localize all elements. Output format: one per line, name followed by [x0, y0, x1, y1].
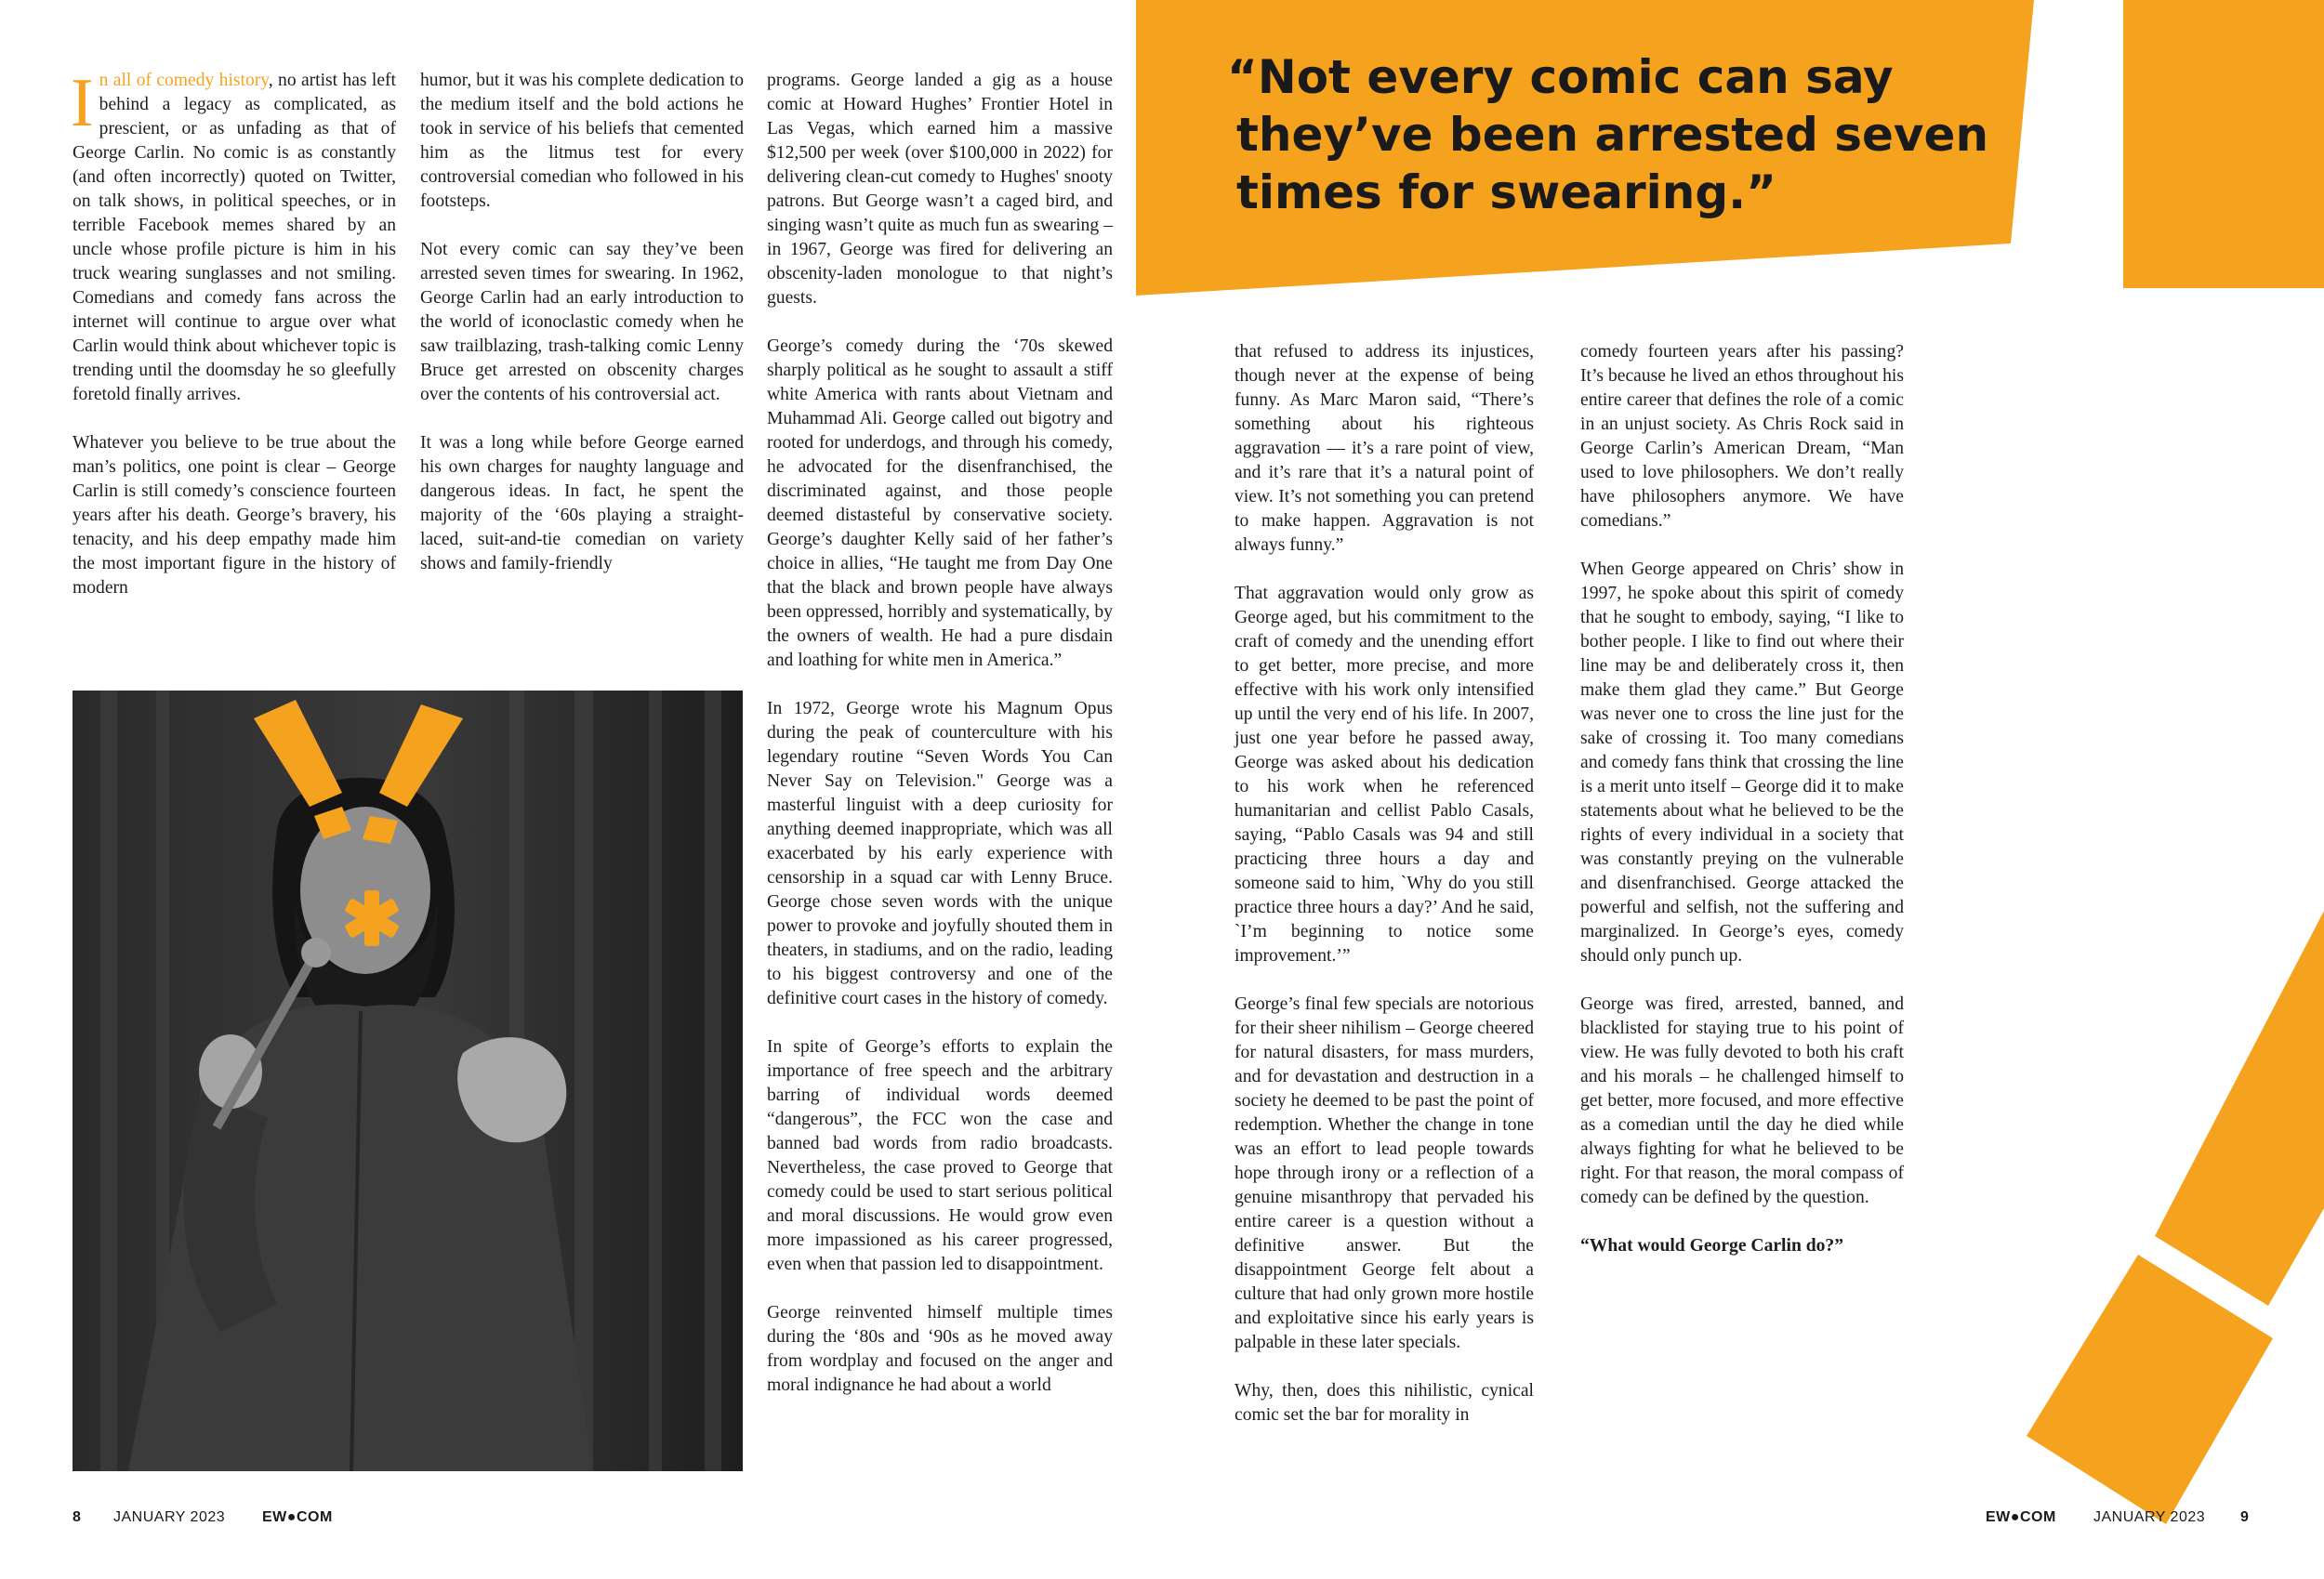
article-paragraph: that refused to address its injustices, though never at the expense of being funny. As Marc Maron said, “There’s something about his righteous aggravation — it’s a rare point of view, and it’s rare that it’s a natural point of view. It’s not something you can pretend to make happen. Aggravation is not always funny.” [1235, 342, 1534, 555]
article-paragraph: Why, then, does this nihilistic, cynical comic set the bar for morality in [1235, 1381, 1534, 1425]
closing-question: “What would George Carlin do?” [1580, 1236, 1844, 1256]
article-paragraph: Not every comic can say they’ve been arrested seven times for swearing. In 1962, George Carlin had an early introduction to the world of iconoclastic comedy when he saw trailblazing, trash-talking comic Lenny Bruce get arrested on obscenity charges over the contents of his controversial act. [420, 240, 744, 404]
pull-quote-line-1: “Not every comic can say [1227, 50, 1894, 104]
exclamation-stroke-graphic [2155, 911, 2324, 1306]
article-column-1 [71, 65, 396, 600]
page-number-right: 9 [2240, 1509, 2250, 1525]
brand-logo-left: EW●COM [262, 1509, 333, 1525]
lead-in-accent: n all of comedy history [99, 71, 269, 90]
article-paragraph: George was fired, arrested, banned, and blacklisted for staying true to his point of view. He was fully devoted to both his craft and his morals – he challenged himself to get better, more focused, and more effective as a comedian until the day he died while always fighting for what he believed to be right. For that reason, the moral compass of comedy can be defined by the question. [1580, 994, 1904, 1207]
exclamation-bar-graphic [2123, 0, 2324, 288]
article-paragraph: When George appeared on Chris’ show in 1997, he spoke about this spirit of comedy that he sought to embody, saying, “I like to bother people. I like to find out where their line may be and deliberately cross it, then make them glad they came.” But George was never one to cross the line just for the sake of crossing it. Too many comedians and comedy fans think that crossing the line is a merit unto itself – George did it to make statements about what he believed to be the rights of every individual in a society that was constantly preying on the vulnerable and disenfranchised. George attacked the powerful and selfish, not the suffering and marginalized. In George’s eyes, comedy should only punch up. [1580, 559, 1904, 966]
exclamation-dot-graphic [2027, 1255, 2273, 1524]
pull-quote-line-2: they’ve been arrested seven [1236, 108, 1989, 162]
article-paragraph: George’s comedy during the ‘70s skewed sharply political as he sought to assault a stiff white America with rants about Vietnam and Muhammad Ali. George called out bigotry and rooted for underdogs, and through his comedy, he advocated for the disenfranchised, the discriminated against, and those people deemed distasteful by conservative society. George’s daughter Kelly said of her father’s choice in allies, “He taught me from Day One that the black and brown people have always been oppressed, horribly and systematically, by the owners of wealth. He had a pure disdain and loathing for white men in America.” [767, 336, 1113, 670]
article-paragraph: George reinvented himself multiple times during the ‘80s and ‘90s as he moved away from wordplay and focused on the anger and moral indignance he had about a world [767, 1303, 1113, 1395]
article-column-5 [1580, 340, 1904, 1258]
pull-quote [1227, 48, 2027, 221]
article-paragraph: In 1972, George wrote his Magnum Opus during the peak of counterculture with his legendary routine “Seven Words You Can Never Say on Television." George was a masterful linguist with a deep curiosity for anything deemed inappropriate, which was all exacerbated by his early experience with censorship in a squad car with Lenny Bruce. George chose seven words with the unique power to provoke and joyfully shouted them in theaters, in stadiums, and on the radio, leading to his biggest controversy and one of the definitive court cases in the history of comedy. [767, 699, 1113, 1008]
article-paragraph: programs. George landed a gig as a house comic at Howard Hughes’ Frontier Hotel in Las Vegas, which earned him a massive $12,500 per week (over $100,000 in 2022) for delivering clean-cut comedy to Hughes' snooty patrons. But George wasn’t a caged bird, and singing wasn’t quite as much fun as swearing – in 1967, George was fired for delivering an obscenity-laden monologue to that night’s guests. [767, 71, 1113, 308]
brand-logo-right: EW●COM [1986, 1509, 2056, 1525]
article-column-4 [1235, 340, 1534, 1428]
article-paragraph: Whatever you believe to be true about the man’s politics, one point is clear – George Carlin is still comedy’s conscience fourteen years after his death. George’s bravery, his tenacity, and his deep empathy made him the most important figure in the history of modern [73, 433, 396, 598]
comedian-photo-illustration [73, 691, 743, 1471]
article-paragraph: In all of comedy history, no artist has left behind a legacy as complicated, as prescient, or as unfading as that of George Carlin. No comic is as constantly (and often incorrectly) quoted on Twitter, on talk shows, in political speeches, or in terrible Facebook memes shared by an uncle whose profile picture is him in his truck wearing sunglasses and not smiling. Comedians and comedy fans across the internet will continue to argue over what Carlin would think about whichever topic is trending until the doomsday he so gleefully foretold finally arrives. [71, 65, 396, 404]
article-paragraph: In spite of George’s efforts to explain the importance of free speech and the arbitrary barring of individual words deemed “dangerous”, the FCC won the case and banned bad words from radio broadcasts. Nevertheless, the case proved to George that comedy could be used to start serious political and moral discussions. He would grow even more impassioned as his career progressed, even when that passion led to disappointment. [767, 1037, 1113, 1274]
pull-quote-line-3: times for swearing.” [1236, 165, 1777, 219]
issue-date-left: JANUARY 2023 [113, 1509, 226, 1525]
drop-cap: I [71, 65, 94, 141]
article-paragraph: George’s final few specials are notorious for their sheer nihilism – George cheered for natural disasters, for mass murders, and for devastation and destruction in a society he deemed to be past the point of redemption. Whether the change in tone was an effort to lead people towards hope through irony or a reflection of a genuine misanthropy that pervaded his entire career is a question without a definitive answer. But the disappointment George felt about a culture that had only grown more hostile and exploitative since his early years is palpable in these later specials. [1235, 994, 1534, 1352]
article-paragraph: comedy fourteen years after his passing? It’s because he lived an ethos throughout his entire career that defines the role of a comic in an unjust society. As Chris Rock said in George Carlin’s American Dream, “Man used to love philosophers. We don’t really have philosophers anymore. We have comedians.” [1580, 342, 1904, 531]
article-paragraph: It was a long while before George earned his own charges for naughty language and dangerous ideas. In fact, he spent the majority of the ‘60s playing a straight-laced, suit-and-tie comedian on variety shows and family-friendly [420, 433, 744, 573]
article-paragraph: humor, but it was his complete dedication to the medium itself and the bold actions he took in service of his beliefs that cemented him as the litmus test for every controversial comedian who followed in his footsteps. [420, 71, 744, 211]
page-number-left: 8 [73, 1509, 82, 1525]
article-column-3 [767, 69, 1113, 1398]
article-column-2 [420, 69, 744, 576]
issue-date-right: JANUARY 2023 [2093, 1509, 2206, 1525]
article-paragraph: That aggravation would only grow as George aged, but his commitment to the craft of comedy and the unending effort to get better, more precise, and more effective with his work only intensified up until the very end of his life. In 2007, just one year before he passed away, George was asked about his dedication to his work when he referenced humanitarian and cellist Pablo Casals, saying, “Pablo Casals was 94 and still practicing three hours a day and someone said to him, `Why do you still practice three hours a day?’ And he said, `I’m beginning to notice some improvement.’” [1235, 584, 1534, 966]
comedian-photo [73, 691, 743, 1471]
